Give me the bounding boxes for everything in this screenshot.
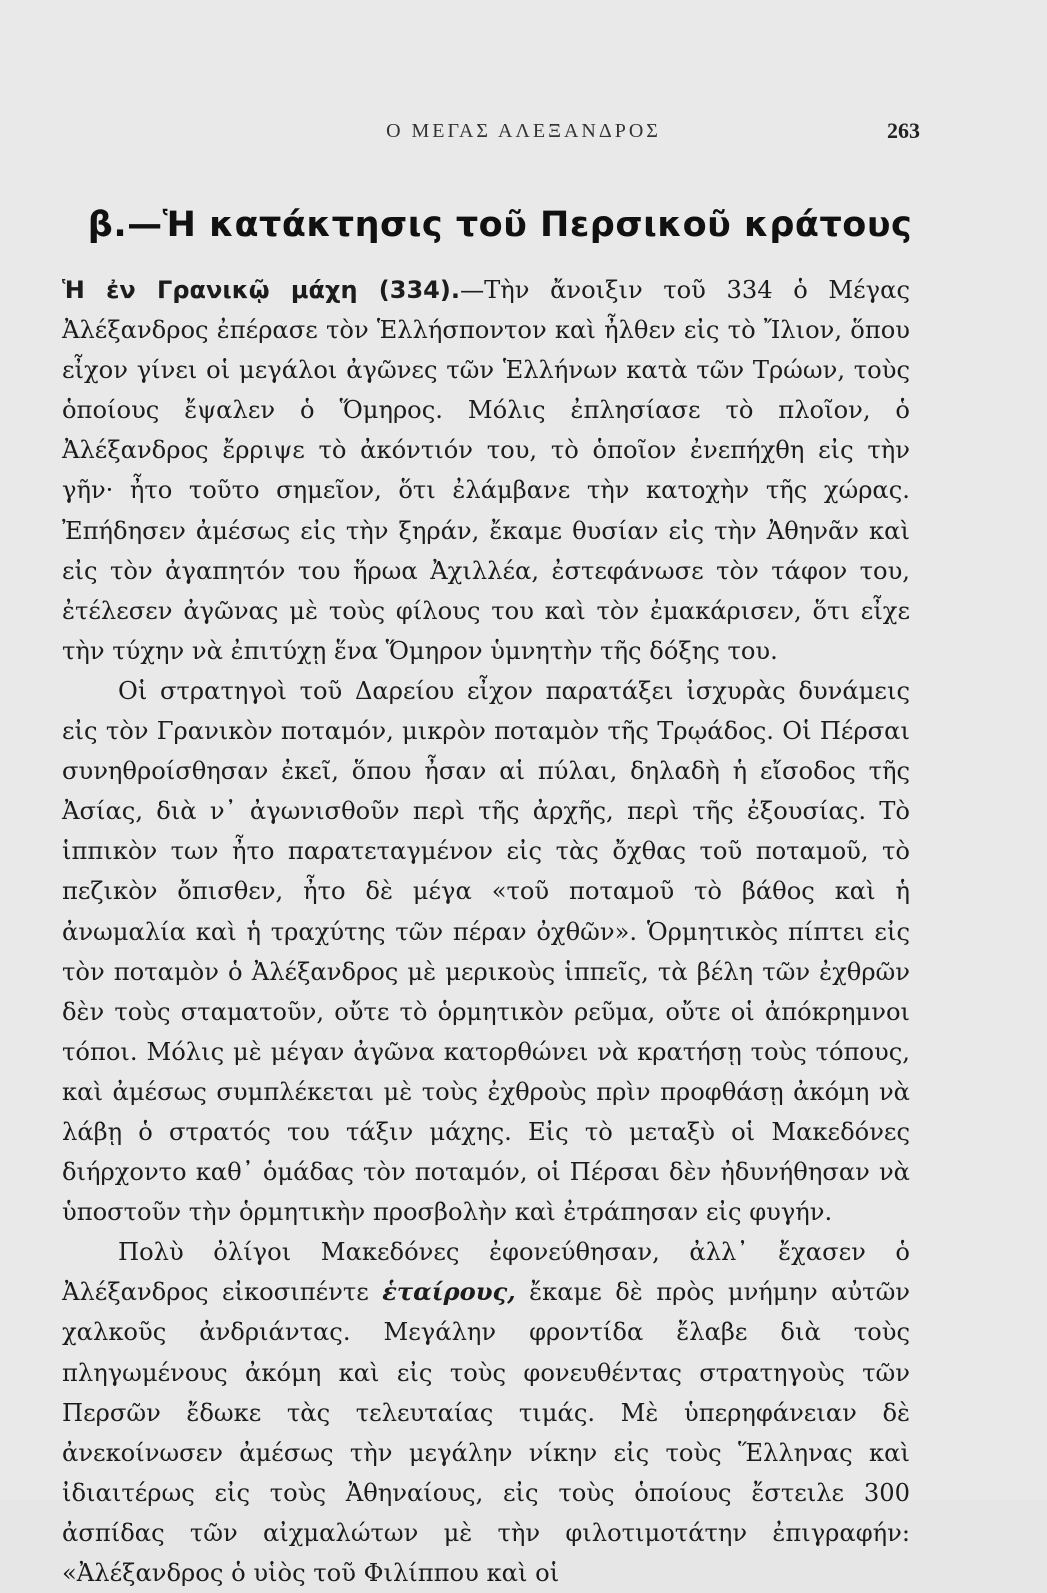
section-heading: β.—Ἡ κατάκτησις τοῦ Περσικοῦ κράτους [87,205,913,245]
paragraph-3-text-after: ἔκαμε δὲ πρὸς μνήμην αὐτῶν χαλκοῦς ἀνδριάντας. Μεγάλην φροντίδα ἔλαβε διὰ τοὺς πληγωμένους ἀκόμη καὶ εἰς τοὺς φονευθέντας στρατηγοὺς τῶν Περσῶν ἔδωκε τὰς τελευταίας τιμάς. Μὲ ὑπερηφάνειαν δὲ ἀνεκοίνωσεν ἀμέσως τὴν μεγάλην νίκην εἰς τοὺς Ἕλληνας καὶ ἰδιαιτέρως εἰς τοὺς Ἀθηναίους, εἰς τοὺς ὁποίους ἔστειλε 300 ἀσπίδας τῶν αἰχμαλώτων μὲ τὴν φιλοτιμοτάτην ἐπιγραφήν: «Ἀλέξανδρος ὁ υἱὸς τοῦ Φιλίππου καὶ οἱ [62,1278,910,1587]
page-number: 263 [887,118,920,143]
paragraph-1 [62,270,910,671]
paragraph-subhead: Ἡ ἐν Γρανικῷ μάχη (334). [62,276,460,304]
body-text [62,270,910,1593]
emphasized-word: ἑταίρους, [382,1277,516,1307]
running-head [0,118,1047,148]
running-title: Ο ΜΕΓΑΣ ΑΛΕΞΑΝΔΡΟΣ [386,120,661,142]
paragraph-1-text: —Τὴν ἄνοιξιν τοῦ 334 ὁ Μέγας Ἀλέξανδρος ἐπέρασε τὸν Ἑλλήσποντον καὶ ἦλθεν εἰς τὸ Ἴλιον, ὅπου εἶχον γίνει οἱ μεγάλοι ἀγῶνες τῶν Ἑλλήνων κατὰ τῶν Τρώων, τοὺς ὁποίους ἔψαλεν ὁ Ὅμηρος. Μόλις ἐπλησίασε τὸ πλοῖον, ὁ Ἀλέξανδρος ἔρριψε τὸ ἀκόντιόν του, τὸ ὁποῖον ἐνεπήχθη εἰς τὴν γῆν· ἦτο τοῦτο σημεῖον, ὅτι ἐλάμβανε τὴν κατοχὴν τῆς χώρας. Ἐπήδησεν ἀμέσως εἰς τὴν ξηράν, ἔκαμε θυσίαν εἰς τὴν Ἀθηνᾶν καὶ εἰς τὸν ἀγαπητόν του ἥρωα Ἀχιλλέα, ἐστεφάνωσε τὸν τάφον του, ἐτέλεσεν ἀγῶνας μὲ τοὺς φίλους του καὶ τὸν ἐμακάρισεν, ὅτι εἶχε τὴν τύχην νὰ ἐπιτύχῃ ἕνα Ὅμηρον ὑμνητὴν τῆς δόξης του. [62,276,910,665]
paragraph-2-text: Οἱ στρατηγοὶ τοῦ Δαρείου εἶχον παρατάξει ἰσχυρὰς δυνάμεις εἰς τὸν Γρανικὸν ποταμόν, μικρὸν ποταμὸν τῆς Τρῳάδος. Οἱ Πέρσαι συνηθροίσθησαν ἐκεῖ, ὅπου ἦσαν αἱ πύλαι, δηλαδὴ ἡ εἴσοδος τῆς Ἀσίας, διὰ ν᾽ ἀγωνισθοῦν περὶ τῆς ἀρχῆς, περὶ τῆς ἐξουσίας. Τὸ ἱππικὸν των ἦτο παρατεταγμένον εἰς τὰς ὄχθας τοῦ ποταμοῦ, τὸ πεζικὸν ὄπισθεν, ἦτο δὲ μέγα «τοῦ ποταμοῦ τὸ βάθος καὶ ἡ ἀνωμαλία καὶ ἡ τραχύτης τῶν πέραν ὀχθῶν». Ὁρμητικὸς πίπτει εἰς τὸν ποταμὸν ὁ Ἀλέξανδρος μὲ μερικοὺς ἱππεῖς, τὰ βέλη τῶν ἐχθρῶν δὲν τοὺς σταματοῦν, οὔτε τὸ ὁρμητικὸν ρεῦμα, οὔτε οἱ ἀπόκρημνοι τόποι. Μόλις μὲ μέγαν ἀγῶνα κατορθώνει νὰ κρατήσῃ τοὺς τόπους, καὶ ἀμέσως συμπλέκεται μὲ τοὺς ἐχθροὺς πρὶν προφθάσῃ ἀκόμη νὰ λάβῃ ὁ στρατός του τάξιν μάχης. Εἰς τὸ μεταξὺ οἱ Μακεδόνες διήρχοντο καθ᾽ ὁμάδας τὸν ποταμόν, οἱ Πέρσαι δὲν ἠδυνήθησαν νὰ ὑποστοῦν τὴν ὁρμητικὴν προσβολὴν καὶ ἐτράπησαν εἰς φυγήν. [62,676,910,1227]
paragraph-3 [62,1232,910,1593]
paragraph-2 [62,671,910,1232]
paragraph-3-text-before: Πολὺ ὀλίγοι Μακεδόνες ἐφονεύθησαν, ἀλλ᾽ ἔχασεν ὁ Ἀλέξανδρος εἰκοσιπέντε [62,1238,910,1307]
